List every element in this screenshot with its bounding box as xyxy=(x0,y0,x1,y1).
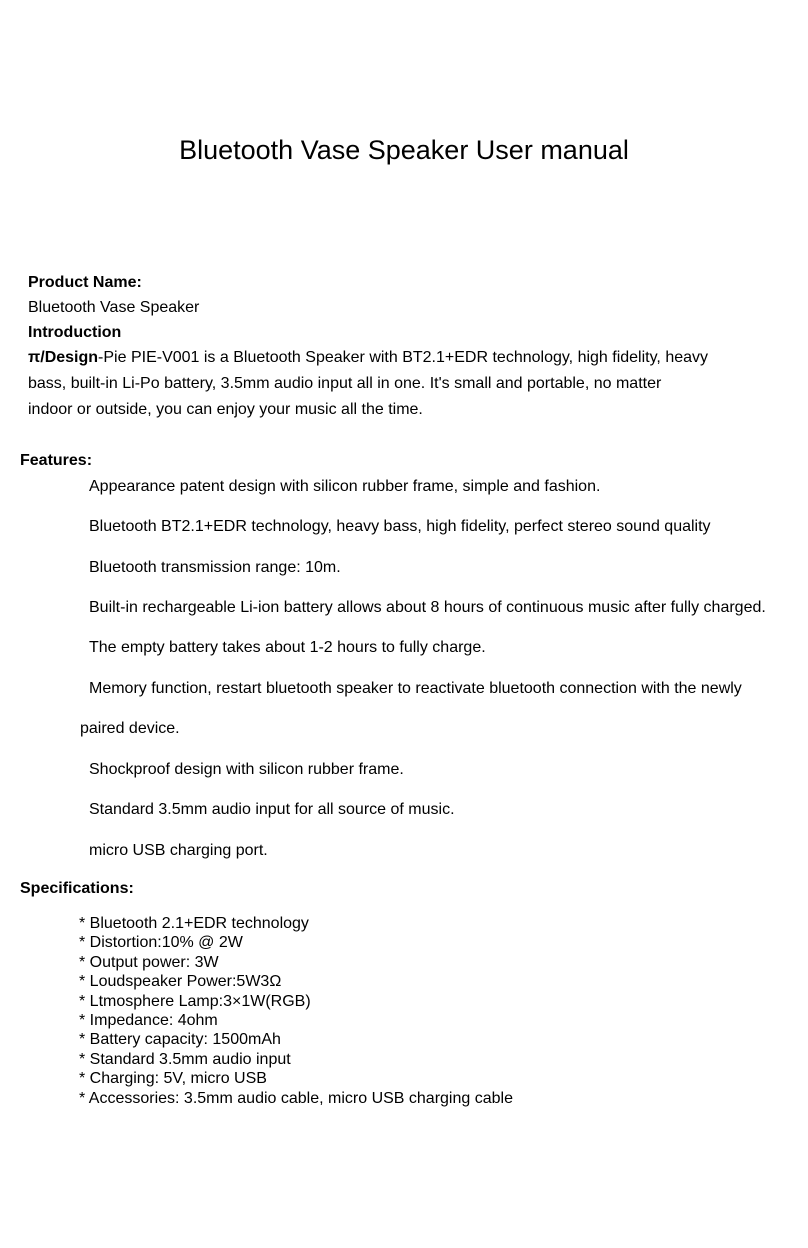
spec-item: * Battery capacity: 1500mAh xyxy=(79,1031,281,1049)
feature-item: The empty battery takes about 1-2 hours to fully charge. xyxy=(89,639,486,656)
spec-item: * Ltmosphere Lamp:3×1W(RGB) xyxy=(79,992,311,1010)
specifications-list xyxy=(79,914,513,1108)
introduction-brand: π/Design xyxy=(28,349,99,366)
introduction-line-2: bass, built-in Li-Po battery, 3.5mm audio input all in one. It's small and portable, no matter xyxy=(28,375,662,392)
feature-item-continuation: paired device. xyxy=(80,720,180,737)
spec-item: * Standard 3.5mm audio input xyxy=(79,1050,291,1068)
spec-item: * Impedance: 4ohm xyxy=(79,1012,218,1030)
feature-item: Appearance patent design with silicon rubber frame, simple and fashion. xyxy=(89,478,601,495)
introduction-line-1 xyxy=(28,347,708,369)
specifications-label: Specifications: xyxy=(20,880,134,897)
product-name-value: Bluetooth Vase Speaker xyxy=(28,299,200,316)
spec-item: * Distortion:10% @ 2W xyxy=(79,934,243,952)
feature-item: Bluetooth BT2.1+EDR technology, heavy bass, high fidelity, perfect stereo sound quality xyxy=(89,518,711,535)
spec-item: * Charging: 5V, micro USB xyxy=(79,1070,267,1088)
feature-item: Shockproof design with silicon rubber frame. xyxy=(89,761,404,778)
document-title: Bluetooth Vase Speaker User manual xyxy=(179,135,629,165)
features-label: Features: xyxy=(20,452,93,469)
introduction-line-1-text: -Pie PIE-V001 is a Bluetooth Speaker with BT2.1+EDR technology, high fidelity, heavy xyxy=(98,349,709,366)
feature-item: micro USB charging port. xyxy=(89,842,268,859)
spec-item: * Loudspeaker Power:5W3Ω xyxy=(79,973,282,991)
spec-item: * Bluetooth 2.1+EDR technology xyxy=(79,915,309,932)
feature-item: Bluetooth transmission range: 10m. xyxy=(89,559,341,576)
spec-item: * Output power: 3W xyxy=(79,953,219,971)
introduction-label: Introduction xyxy=(28,324,122,341)
feature-item: Built-in rechargeable Li-ion battery allows about 8 hours of continuous music after fully charged. xyxy=(89,599,766,616)
feature-item: Standard 3.5mm audio input for all source of music. xyxy=(89,801,455,818)
product-name-label: Product Name: xyxy=(28,274,142,291)
introduction-line-3: indoor or outside, you can enjoy your music all the time. xyxy=(28,401,423,418)
feature-item: Memory function, restart bluetooth speaker to reactivate bluetooth connection with the newly xyxy=(89,680,742,697)
spec-item: * Accessories: 3.5mm audio cable, micro USB charging cable xyxy=(79,1089,513,1107)
